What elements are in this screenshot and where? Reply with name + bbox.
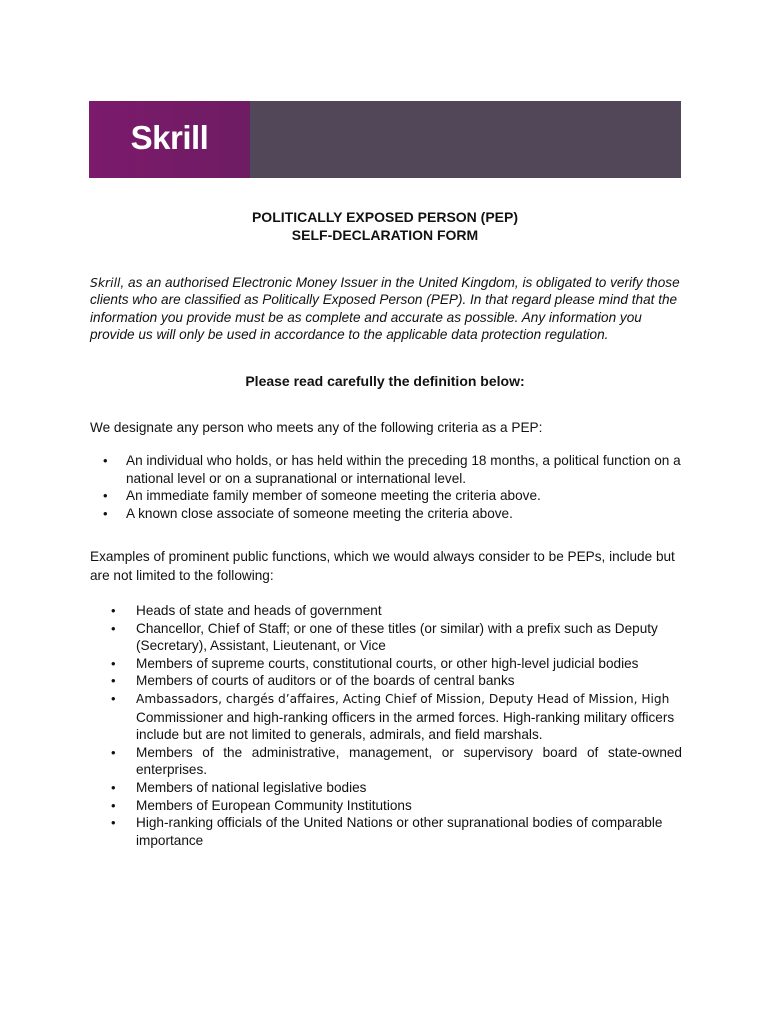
examples-intro: Examples of prominent public functions, which we would always consider to be PEPs, include but are not limited to the following: [90, 549, 675, 583]
bullet-icon: • [111, 603, 116, 618]
header-bar [250, 101, 681, 178]
example-ambassadors-prefix: Ambassadors, chargés d’affaires, Acting Chief of Mission, Deputy Head of Mission, High [136, 691, 670, 706]
form-title-line2: SELF-DECLARATION FORM [291, 227, 479, 243]
list-item [111, 779, 682, 797]
bullet-icon: • [103, 488, 108, 504]
list-item [111, 690, 682, 744]
criteria-intro: We designate any person who meets any of the following criteria as a PEP: [90, 420, 543, 435]
list-item [111, 602, 682, 620]
example-text: Members of courts of auditors or of the boards of central banks [136, 673, 515, 689]
bullet-icon: • [111, 655, 116, 671]
examples-list [111, 602, 682, 849]
example-text: Chancellor, Chief of Staff; or one of these titles (or similar) with a prefix such as Deputy (Secretary), Assistant, Lieutenant, or Vice [136, 620, 658, 654]
definition-heading: Please read carefully the definition below: [245, 373, 525, 389]
list-item [111, 814, 682, 849]
bullet-icon: • [111, 815, 116, 831]
bullet-icon: • [111, 673, 116, 689]
list-item [103, 452, 682, 487]
bullet-icon: • [111, 620, 116, 636]
criteria-text: An immediate family member of someone meeting the criteria above. [126, 488, 541, 504]
example-text: Heads of state and heads of government [136, 603, 382, 618]
list-item [103, 505, 682, 523]
bullet-icon: • [111, 690, 116, 706]
bullet-icon: • [103, 505, 108, 521]
criteria-text: A known close associate of someone meeting the criteria above. [126, 505, 513, 521]
logo-block [89, 101, 250, 178]
bullet-icon: • [111, 779, 116, 795]
bullet-icon: • [111, 797, 116, 813]
form-title-line1: POLITICALLY EXPOSED PERSON (PEP) [251, 209, 519, 225]
criteria-text: An individual who holds, or has held within the preceding 18 months, a political function on a national level or on a supranational or international level. [126, 453, 681, 486]
example-text: Commissioner and high-ranking officers in the armed forces. High-ranking military officers include but are not limited to generals, admirals, and field marshals. [136, 709, 675, 743]
list-item [111, 744, 682, 779]
example-text: High-ranking officials of the United Nations or other supranational bodies of comparable importance [136, 815, 663, 848]
example-text: Members of the administrative, management, or supervisory board of state-owned enterprises. [136, 744, 682, 778]
bullet-icon: • [103, 453, 108, 468]
skrill-logo: Skrill [130, 118, 209, 156]
list-item [111, 672, 682, 690]
list-item [111, 797, 682, 815]
intro-brand: Skrill [90, 275, 121, 290]
header-banner [89, 101, 681, 178]
bullet-icon: • [111, 744, 116, 760]
intro-paragraph [90, 274, 682, 343]
list-item [111, 620, 682, 655]
example-text: Members of European Community Institutions [136, 797, 412, 813]
list-item [111, 655, 682, 673]
example-text: Members of supreme courts, constitutional courts, or other high-level judicial bodies [136, 655, 639, 671]
criteria-list [103, 452, 682, 522]
example-text: Members of national legislative bodies [136, 779, 367, 795]
list-item [103, 487, 682, 505]
intro-text: , as an authorised Electronic Money Issuer in the United Kingdom, is obligated to verify those clients who are classified as Politically Exposed Person (PEP). In that regard please mind that the information you provide must be as complete and accurate as possible. Any information you provide us will only be used in accordance to the applicable data protection regulation. [90, 275, 680, 342]
